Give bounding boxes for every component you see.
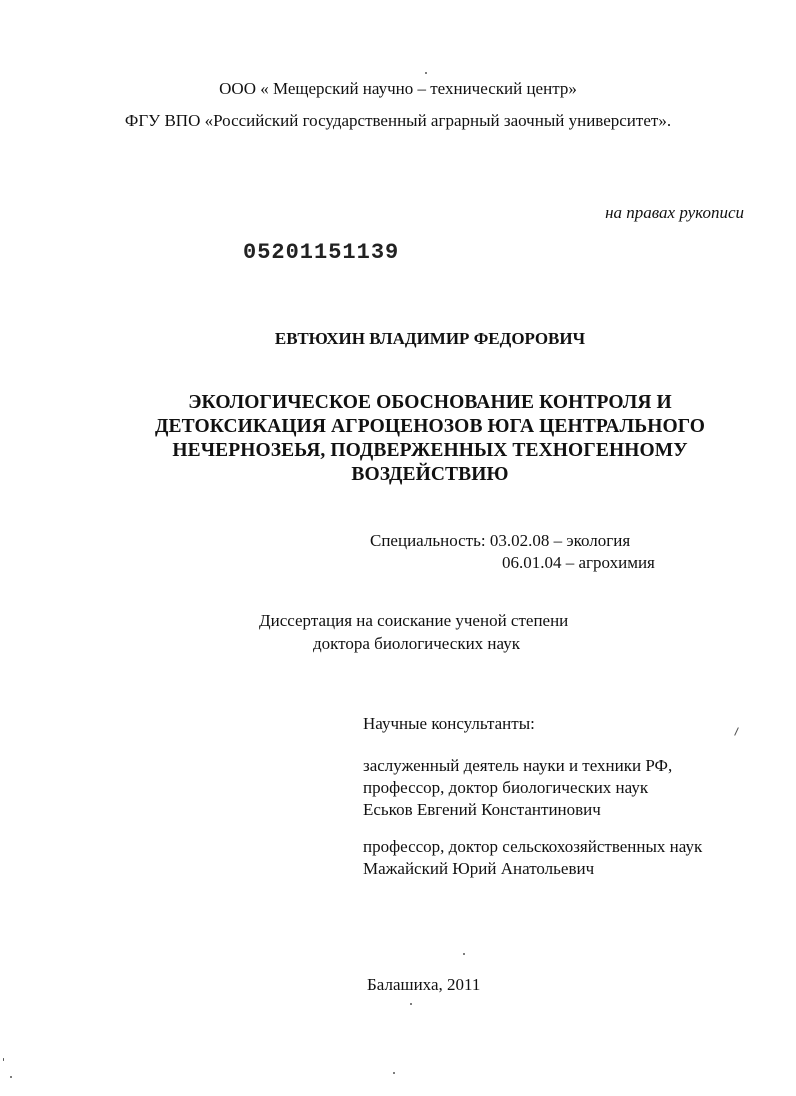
consultant-1-name: Еськов Евгений Константинович [363, 800, 601, 819]
thesis-title-line-4: ВОЗДЕЙСТВИЮ [351, 464, 509, 485]
thesis-title-line-3: НЕЧЕРНОЗЕЬЯ, ПОДВЕРЖЕННЫХ ТЕХНОГЕННОМУ [172, 440, 688, 461]
scan-speck [10, 1076, 12, 1078]
specialty-line-1: Специальность: 03.02.08 – экология [370, 531, 631, 550]
organization-line-1: ООО « Мещерский научно – технический центр» [219, 79, 577, 98]
scan-speck [463, 953, 465, 955]
specialty-line-2: 06.01.04 – агрохимия [502, 553, 655, 572]
consultant-1-title-line-2: профессор, доктор биологических наук [363, 778, 649, 797]
consultant-1-title-line-1: заслуженный деятель науки и техники РФ, [363, 756, 673, 775]
place-and-year: Балашиха, 2011 [367, 975, 481, 994]
dissertation-line-2: доктора биологических наук [313, 634, 520, 653]
scan-speck [734, 727, 739, 736]
thesis-title-line-2: ДЕТОКСИКАЦИЯ АГРОЦЕНОЗОВ ЮГА ЦЕНТРАЛЬНОГО [154, 416, 706, 437]
dissertation-line-1: Диссертация на соискание ученой степени [259, 611, 569, 630]
library-stamp-number: 05201151139 [243, 240, 400, 265]
scan-speck [425, 72, 427, 74]
scan-speck [3, 1058, 4, 1061]
organization-line-2: ФГУ ВПО «Российский государственный аграрный заочный университет». [124, 111, 672, 130]
consultants-heading: Научные консультанты: [363, 714, 535, 733]
author-name: ЕВТЮХИН ВЛАДИМИР ФЕДОРОВИЧ [274, 329, 586, 348]
scan-speck [393, 1072, 395, 1074]
consultant-2-name: Мажайский Юрий Анатольевич [363, 859, 595, 878]
manuscript-note: на правах рукописи [605, 203, 744, 222]
scan-speck [410, 1003, 412, 1005]
consultant-2-title: профессор, доктор сельскохозяйственных наук [363, 837, 703, 856]
thesis-title-line-1: ЭКОЛОГИЧЕСКОЕ ОБОСНОВАНИЕ КОНТРОЛЯ И [188, 392, 672, 413]
